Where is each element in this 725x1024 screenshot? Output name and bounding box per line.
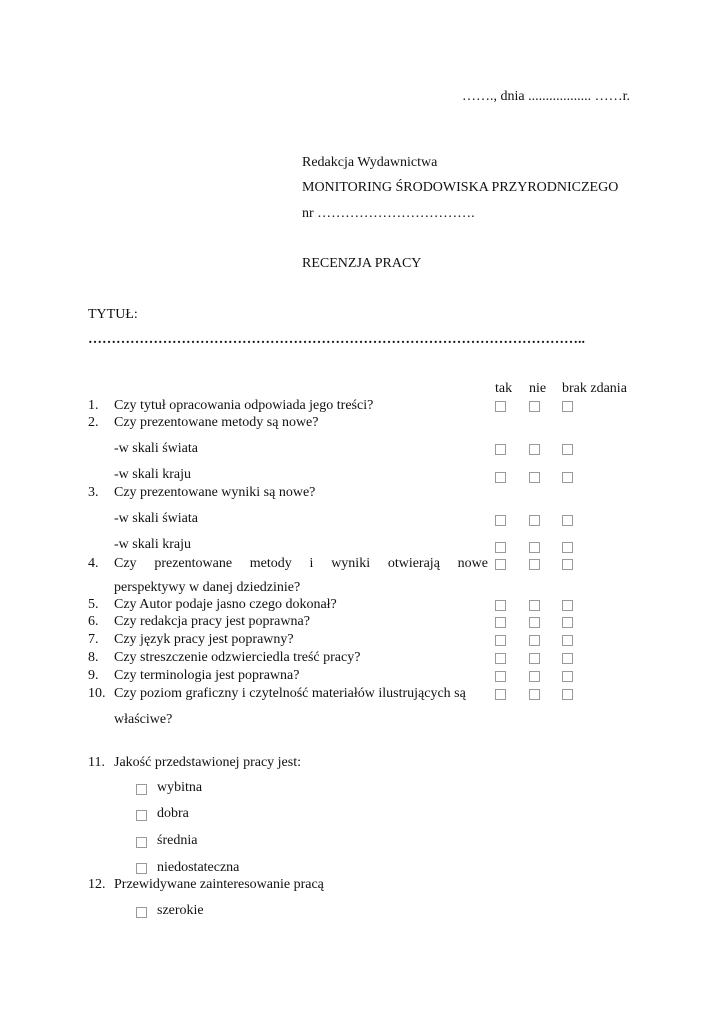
- question-text: Czy poziom graficzny i czytelność materiałów ilustrujących są: [114, 686, 466, 701]
- question-subitem: -w skali kraju: [114, 537, 191, 552]
- question-text: Czy język pracy jest poprawny?: [114, 632, 294, 647]
- question-text: Czy tytuł opracowania odpowiada jego treści?: [114, 398, 374, 413]
- question-subitem: -w skali świata: [114, 441, 198, 456]
- option-label: niedostateczna: [157, 860, 240, 875]
- answer-nie-checkbox[interactable]: [529, 559, 540, 570]
- question-word: metody: [249, 556, 292, 571]
- question-word: i: [309, 556, 314, 571]
- answer-tak-checkbox[interactable]: [495, 600, 506, 611]
- question-text: Przewidywane zainteresowanie pracą: [114, 877, 324, 892]
- answer-nie-checkbox[interactable]: [529, 401, 540, 412]
- answer-nie-checkbox[interactable]: [529, 635, 540, 646]
- question-word: nowe: [457, 556, 488, 571]
- question-text: Czy terminologia jest poprawna?: [114, 668, 300, 683]
- question-number: 2.: [88, 415, 99, 430]
- answer-brak-checkbox[interactable]: [562, 671, 573, 682]
- answer-brak-checkbox[interactable]: [562, 444, 573, 455]
- question-word: otwierają: [387, 556, 440, 571]
- question-number: 9.: [88, 668, 99, 683]
- question-text: Czy prezentowane metody są nowe?: [114, 415, 319, 430]
- title-label: TYTUŁ:: [88, 307, 138, 322]
- option-checkbox[interactable]: [136, 810, 147, 821]
- answer-nie-checkbox[interactable]: [529, 472, 540, 483]
- answer-tak-checkbox[interactable]: [495, 559, 506, 570]
- answer-nie-checkbox[interactable]: [529, 617, 540, 628]
- answer-tak-checkbox[interactable]: [495, 635, 506, 646]
- answer-nie-checkbox[interactable]: [529, 671, 540, 682]
- question-number: 4.: [88, 556, 99, 571]
- column-header-brak: brak zdania: [562, 381, 627, 396]
- answer-brak-checkbox[interactable]: [562, 600, 573, 611]
- answer-brak-checkbox[interactable]: [562, 401, 573, 412]
- answer-tak-checkbox[interactable]: [495, 401, 506, 412]
- answer-nie-checkbox[interactable]: [529, 689, 540, 700]
- question-number: 10.: [88, 686, 106, 701]
- question-number: 7.: [88, 632, 99, 647]
- question-text-justified: [114, 556, 488, 572]
- question-number: 3.: [88, 485, 99, 500]
- page-title: RECENZJA PRACY: [302, 256, 422, 271]
- question-text: Jakość przedstawionej pracy jest:: [114, 755, 301, 770]
- option-checkbox[interactable]: [136, 837, 147, 848]
- answer-brak-checkbox[interactable]: [562, 617, 573, 628]
- question-text-continued: perspektywy w danej dziedzinie?: [114, 580, 301, 595]
- answer-nie-checkbox[interactable]: [529, 653, 540, 664]
- question-text: Czy Autor podaje jasno czego dokonał?: [114, 597, 337, 612]
- answer-brak-checkbox[interactable]: [562, 689, 573, 700]
- title-fill-line: ……………………………………………………………………………………………..: [88, 332, 585, 347]
- question-number: 11.: [88, 755, 105, 770]
- answer-tak-checkbox[interactable]: [495, 472, 506, 483]
- answer-brak-checkbox[interactable]: [562, 515, 573, 526]
- answer-nie-checkbox[interactable]: [529, 444, 540, 455]
- option-label: szerokie: [157, 903, 204, 918]
- option-label: średnia: [157, 833, 198, 848]
- answer-tak-checkbox[interactable]: [495, 444, 506, 455]
- answer-nie-checkbox[interactable]: [529, 515, 540, 526]
- answer-tak-checkbox[interactable]: [495, 542, 506, 553]
- issue-number: nr …………………………….: [302, 206, 475, 221]
- answer-brak-checkbox[interactable]: [562, 653, 573, 664]
- question-subitem: -w skali świata: [114, 511, 198, 526]
- question-number: 1.: [88, 398, 99, 413]
- question-word: prezentowane: [154, 556, 233, 571]
- answer-tak-checkbox[interactable]: [495, 653, 506, 664]
- question-subitem: -w skali kraju: [114, 467, 191, 482]
- column-header-tak: tak: [495, 381, 513, 396]
- answer-tak-checkbox[interactable]: [495, 689, 506, 700]
- answer-brak-checkbox[interactable]: [562, 542, 573, 553]
- option-label: wybitna: [157, 780, 203, 795]
- question-number: 8.: [88, 650, 99, 665]
- question-text: Czy prezentowane wyniki są nowe?: [114, 485, 316, 500]
- option-checkbox[interactable]: [136, 863, 147, 874]
- question-number: 12.: [88, 877, 106, 892]
- answer-nie-checkbox[interactable]: [529, 542, 540, 553]
- answer-brak-checkbox[interactable]: [562, 472, 573, 483]
- question-text: Czy redakcja pracy jest poprawna?: [114, 614, 310, 629]
- answer-brak-checkbox[interactable]: [562, 635, 573, 646]
- answer-brak-checkbox[interactable]: [562, 559, 573, 570]
- editorial-name: Redakcja Wydawnictwa: [302, 155, 438, 170]
- option-label: dobra: [157, 806, 189, 821]
- option-checkbox[interactable]: [136, 784, 147, 795]
- option-checkbox[interactable]: [136, 907, 147, 918]
- journal-name: MONITORING ŚRODOWISKA PRZYRODNICZEGO: [302, 180, 619, 195]
- question-word: Czy: [114, 556, 137, 571]
- question-word: wyniki: [331, 556, 371, 571]
- question-number: 6.: [88, 614, 99, 629]
- answer-tak-checkbox[interactable]: [495, 515, 506, 526]
- answer-nie-checkbox[interactable]: [529, 600, 540, 611]
- question-number: 5.: [88, 597, 99, 612]
- answer-tak-checkbox[interactable]: [495, 617, 506, 628]
- question-text: Czy streszczenie odzwierciedla treść pracy?: [114, 650, 361, 665]
- answer-tak-checkbox[interactable]: [495, 671, 506, 682]
- question-text-continued: właściwe?: [114, 712, 173, 727]
- column-header-nie: nie: [529, 381, 547, 396]
- place-date-line: ……., dnia .................. ……r.: [462, 89, 630, 104]
